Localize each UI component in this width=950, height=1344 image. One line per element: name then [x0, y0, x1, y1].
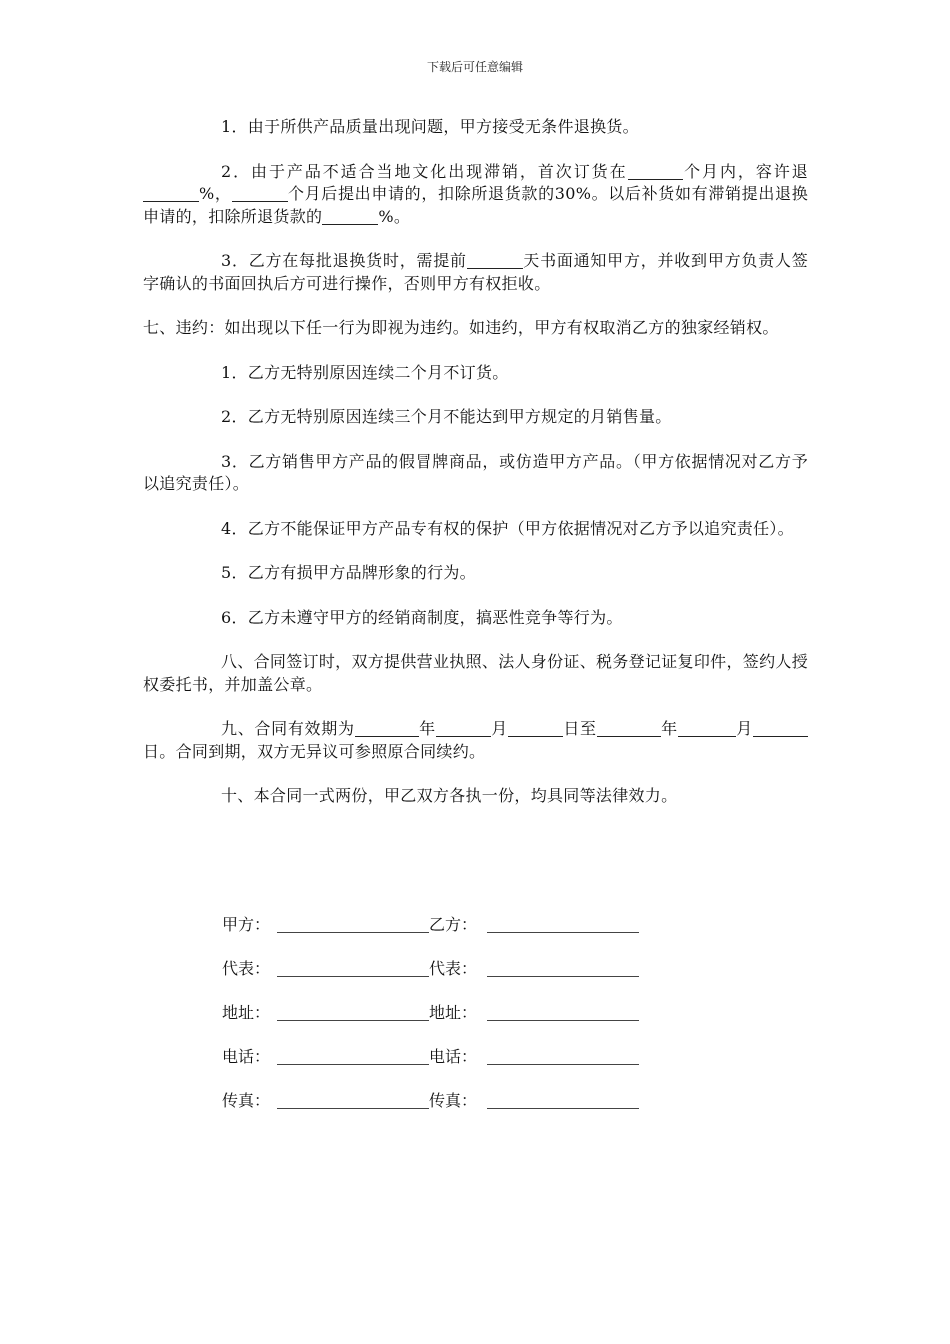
breach-item-5: 5．乙方有损甲方品牌形象的行为。 — [221, 563, 476, 582]
text-segment: 月 — [490, 719, 508, 738]
breach-item-4: 4．乙方不能保证甲方产品专有权的保护（甲方依据情况对乙方予以追究责任）。 — [221, 518, 794, 538]
party-a-field[interactable] — [277, 917, 429, 933]
fill-in-blank[interactable] — [355, 720, 419, 737]
party-b-label: 乙方： — [429, 915, 478, 934]
fill-in-blank[interactable] — [508, 720, 563, 737]
fill-in-blank[interactable] — [597, 720, 661, 737]
page-header: 下载后可任意编辑 — [426, 60, 523, 74]
contract-body — [143, 116, 808, 830]
fill-in-blank[interactable] — [467, 252, 523, 269]
fill-in-blank[interactable] — [143, 185, 199, 202]
fax-b-field[interactable] — [487, 1093, 639, 1109]
text-segment: 天书面通知甲方，并收到甲方负责人签字确认的书面回执后方可进行操作，否则甲方有权拒收。 — [143, 251, 808, 293]
signature-row-fax — [222, 1088, 639, 1110]
text-segment: 年 — [660, 719, 678, 738]
address-b-field[interactable] — [487, 1005, 639, 1021]
rep-a-field[interactable] — [277, 961, 429, 977]
address-a-field[interactable] — [277, 1005, 429, 1021]
clause-return-2 — [143, 161, 808, 229]
fill-in-blank[interactable] — [678, 720, 736, 737]
text-segment: 日。合同到期，双方无异议可参照原合同续约。 — [143, 741, 486, 761]
clause-return-3 — [143, 250, 808, 295]
text-segment: 2．由于产品不适合当地文化出现滞销，首次订货在 — [221, 161, 628, 181]
rep-a-label: 代表： — [222, 959, 271, 978]
text-segment: %。 — [378, 206, 411, 226]
breach-item-3: 3．乙方销售甲方产品的假冒牌商品，或仿造甲方产品。（甲方依据情况对乙方予以追究责任）。 — [143, 451, 808, 493]
phone-a-label: 电话： — [222, 1047, 271, 1066]
address-a-label: 地址： — [222, 1003, 271, 1022]
phone-b-field[interactable] — [487, 1049, 639, 1065]
fax-a-field[interactable] — [277, 1093, 429, 1109]
phone-b-label: 电话： — [429, 1047, 478, 1066]
text-segment: 个月后提出申请的，扣除所退货款的30%。以后补货如有滞销提出退换申请的，扣除所退货款的 — [143, 184, 808, 226]
clause-return-1: 1．由于所供产品质量出现问题，甲方接受无条件退换货。 — [221, 117, 639, 136]
section-signing-docs: 八、合同签订时，双方提供营业执照、法人身份证、税务登记证复印件，签约人授权委托书，并加盖公章。 — [143, 652, 808, 694]
phone-a-field[interactable] — [277, 1049, 429, 1065]
breach-item-1: 1．乙方无特别原因连续二个月不订货。 — [221, 362, 509, 382]
section-breach-heading: 七、违约：如出现以下任一行为即视为违约。如违约，甲方有权取消乙方的独家经销权。 — [143, 318, 779, 337]
text-segment: 个月内，容许退 — [682, 161, 808, 181]
text-segment: 月 — [735, 719, 753, 738]
address-b-label: 地址： — [429, 1003, 478, 1022]
signature-row-address — [222, 1000, 639, 1022]
fill-in-blank[interactable] — [322, 208, 378, 225]
fax-b-label: 传真： — [429, 1091, 478, 1110]
section-validity-period — [143, 718, 808, 763]
rep-b-label: 代表： — [429, 959, 478, 978]
signature-row-phone — [222, 1044, 639, 1066]
breach-item-2: 2．乙方无特别原因连续三个月不能达到甲方规定的月销售量。 — [221, 407, 672, 426]
breach-item-6: 6．乙方未遵守甲方的经销商制度，搞恶性竞争等行为。 — [221, 607, 623, 627]
signature-row-representative — [222, 956, 639, 978]
fill-in-blank[interactable] — [628, 163, 683, 180]
fill-in-blank[interactable] — [436, 720, 491, 737]
text-segment: 九、合同有效期为 — [221, 719, 355, 738]
section-copies: 十、本合同一式两份，甲乙双方各执一份，均具同等法律效力。 — [221, 786, 678, 805]
signature-row-party — [222, 912, 639, 934]
fax-a-label: 传真： — [222, 1091, 271, 1110]
rep-b-field[interactable] — [487, 961, 639, 977]
text-segment: 日至 — [562, 719, 597, 738]
text-segment: 3．乙方在每批退换货时，需提前 — [221, 251, 467, 270]
fill-in-blank[interactable] — [232, 185, 288, 202]
text-segment: %， — [199, 184, 232, 203]
text-segment: 年 — [418, 719, 436, 738]
party-a-label: 甲方： — [222, 915, 271, 934]
fill-in-blank[interactable] — [753, 720, 808, 737]
party-b-field[interactable] — [487, 917, 639, 933]
